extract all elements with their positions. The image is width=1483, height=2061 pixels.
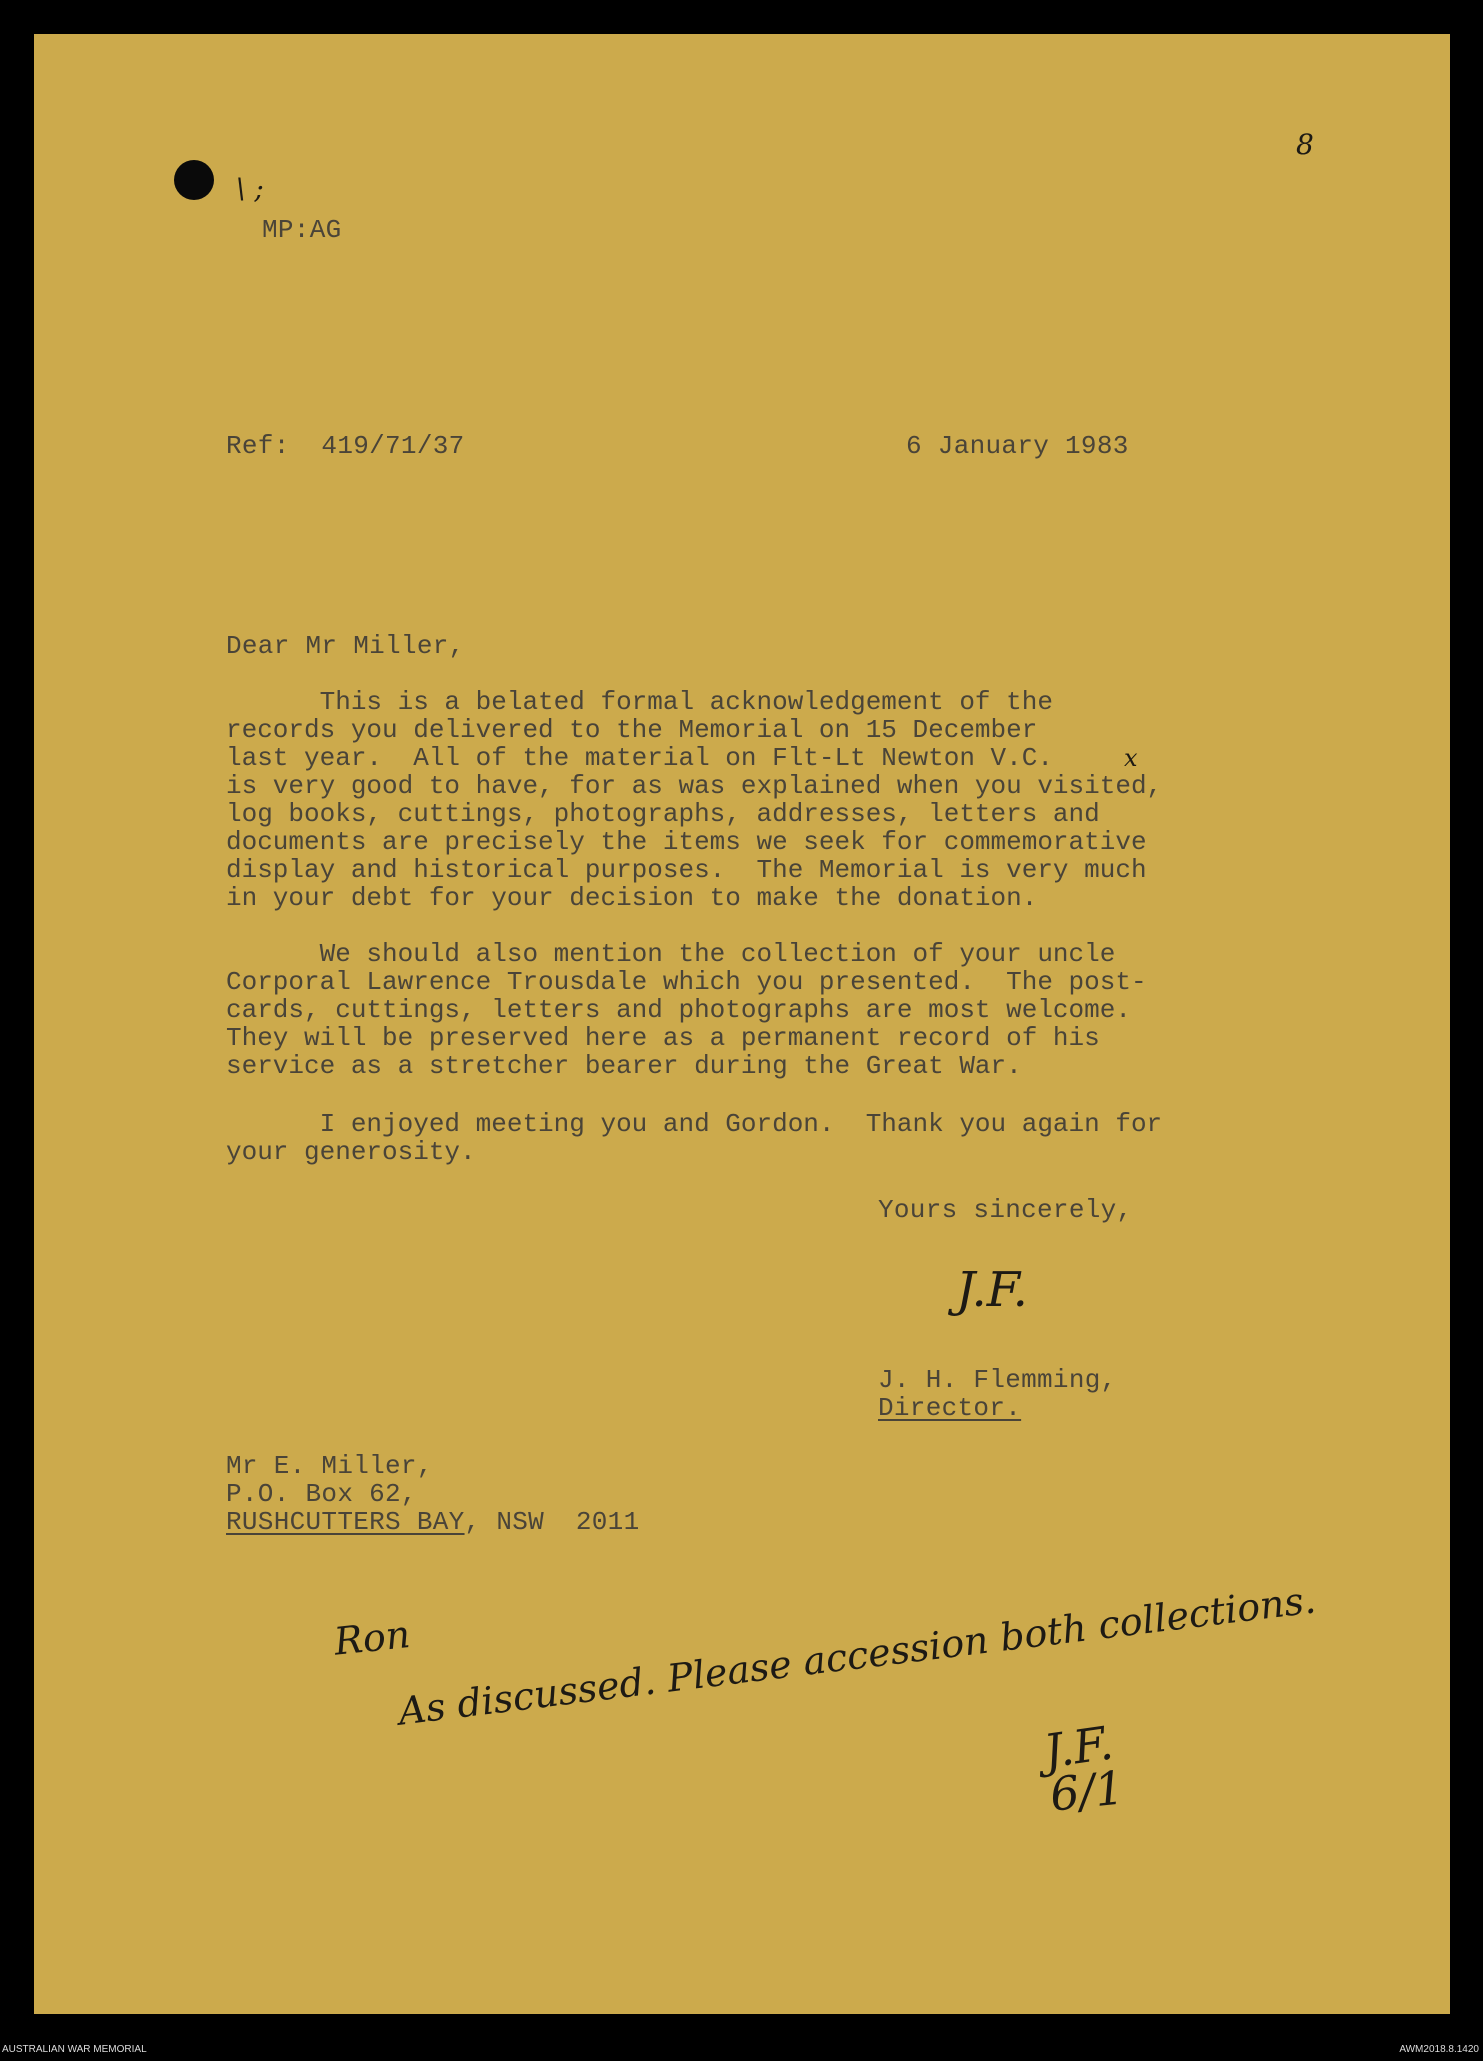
signatory-name: J. H. Flemming, [878, 1365, 1117, 1395]
handwritten-initials: J.F. [1040, 1715, 1117, 1779]
closing: Yours sincerely, [878, 1195, 1133, 1225]
page-number-mark: 8 [1296, 128, 1314, 161]
paragraph-line: log books, cuttings, photographs, addresses, letters and [226, 799, 1100, 829]
paragraph-line: service as a stretcher bearer during the Great War. [226, 1051, 1022, 1081]
footer-institution: AUSTRALIAN WAR MEMORIAL [2, 2044, 147, 2055]
initials-tick-mark: \ ; [236, 172, 264, 205]
body-paragraph-2 [226, 940, 1147, 1080]
address-line-3 [226, 1508, 639, 1536]
signatory-title: Director. [878, 1393, 1022, 1423]
reference-number: Ref: 419/71/37 [226, 431, 465, 461]
footer-accession-number: AWM2018.8.1420 [1399, 2044, 1479, 2055]
paragraph-line: I enjoyed meeting you and Gordon. Thank you again for [226, 1109, 1163, 1139]
body-paragraph-3 [226, 1110, 1162, 1166]
paragraph-line: your generosity. [226, 1137, 476, 1167]
punch-hole [174, 160, 214, 200]
body-paragraph-1 [226, 688, 1162, 912]
paragraph-line: display and historical purposes. The Memorial is very much [226, 855, 1147, 885]
paragraph-line: They will be preserved here as a permanent record of his [226, 1023, 1100, 1053]
signature: J.F. [956, 1262, 1028, 1318]
paragraph-line: Corporal Lawrence Trousdale which you presented. The post- [226, 967, 1147, 997]
reference-initials: MP:AG [262, 215, 342, 245]
paragraph-line: in your debt for your decision to make the donation. [226, 883, 1038, 913]
salutation: Dear Mr Miller, [226, 631, 465, 661]
handwritten-addressee: Ron [332, 1612, 413, 1664]
paragraph-line: cards, cuttings, letters and photographs are most welcome. [226, 995, 1131, 1025]
paragraph-line: We should also mention the collection of your uncle [226, 939, 1116, 969]
paragraph-line: This is a belated formal acknowledgement of the [226, 687, 1053, 717]
paragraph-line: last year. All of the material on Flt-Lt Newton V.C. [226, 743, 1053, 773]
address-line-1: Mr E. Miller, [226, 1451, 433, 1481]
paragraph-line: documents are precisely the items we seek for commemorative [226, 827, 1147, 857]
paragraph-line: is very good to have, for as was explained when you visited, [226, 771, 1163, 801]
letter-date: 6 January 1983 [906, 431, 1129, 461]
address-line-2: P.O. Box 62, [226, 1479, 417, 1509]
address-city: RUSHCUTTERS BAY [226, 1507, 465, 1537]
handwritten-note: As discussed. Please accession both collections. [396, 1577, 1319, 1734]
address-state-postcode: , NSW 2011 [464, 1507, 640, 1537]
handwritten-date: 6/1 [1047, 1760, 1127, 1822]
paragraph-line: records you delivered to the Memorial on 15 December [226, 715, 1038, 745]
margin-cross-mark: x [1124, 744, 1138, 772]
